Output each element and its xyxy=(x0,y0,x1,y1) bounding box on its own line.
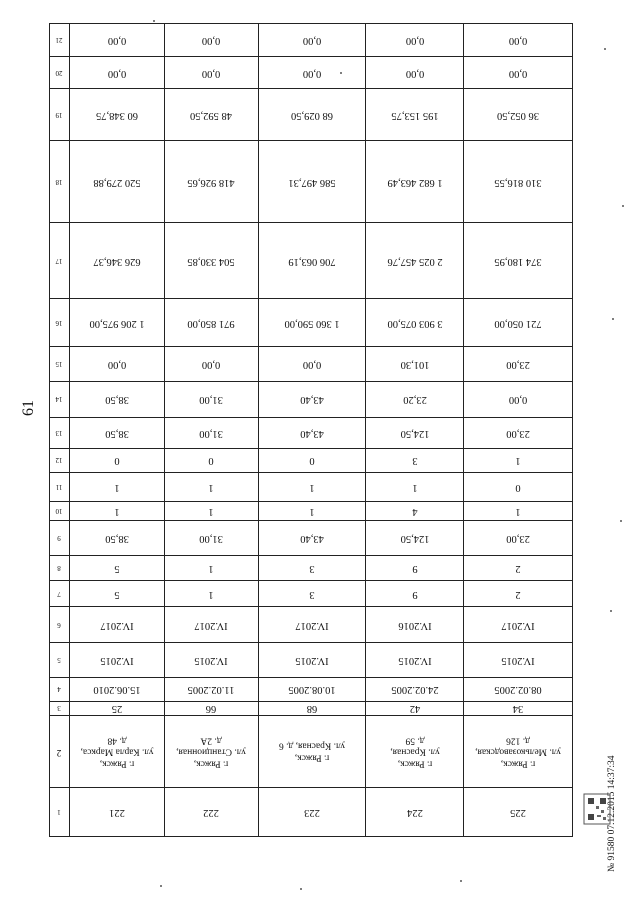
cell-value: 34 xyxy=(512,703,524,715)
cell-value: IV.2017 xyxy=(501,619,535,631)
column-number: 1 xyxy=(57,807,62,816)
registration-barcode-mark xyxy=(582,790,614,830)
table-cell xyxy=(366,678,465,701)
cell-value: IV.2016 xyxy=(397,619,432,631)
cell-value: 0,00 xyxy=(509,394,528,406)
table-row xyxy=(50,716,572,788)
table-cell xyxy=(366,449,465,472)
table-cell xyxy=(259,299,366,346)
cell-value: 0 xyxy=(114,455,120,467)
table-row xyxy=(50,788,572,836)
cell-value: 1 xyxy=(309,482,315,493)
table-cell xyxy=(70,299,165,346)
cell-value: 0 xyxy=(208,455,214,467)
table-row xyxy=(50,702,572,716)
cell-value: 971 850,00 xyxy=(187,317,235,329)
table-cell xyxy=(464,502,572,520)
table-row xyxy=(50,607,572,643)
table-cell xyxy=(464,716,572,787)
table-cell xyxy=(259,607,366,642)
table-cell xyxy=(366,347,465,380)
table-cell xyxy=(464,521,572,554)
table-cell xyxy=(366,418,465,448)
table-cell xyxy=(464,141,572,222)
scan-speck xyxy=(622,205,624,207)
table-cell xyxy=(366,556,465,581)
table-cell xyxy=(366,716,465,787)
table-cell xyxy=(165,382,260,417)
table-cell xyxy=(366,788,465,836)
table-cell xyxy=(70,643,165,676)
table-cell xyxy=(259,24,366,56)
table-cell xyxy=(70,521,165,554)
cell-value: IV.2015 xyxy=(501,655,535,667)
column-number: 6 xyxy=(57,620,62,629)
cell-value: 0,00 xyxy=(107,34,126,46)
table-row xyxy=(50,347,572,381)
table-cell xyxy=(70,788,165,836)
cell-value: 586 497,31 xyxy=(288,176,336,188)
cell-value: 9 xyxy=(411,588,418,600)
cell-value: 0 xyxy=(309,455,315,467)
column-number: 8 xyxy=(57,563,62,572)
table-cell xyxy=(259,643,366,676)
column-number-cell xyxy=(50,473,70,501)
table-row xyxy=(50,223,572,299)
table-cell xyxy=(70,607,165,642)
table-cell xyxy=(70,716,165,787)
cell-value: IV.2015 xyxy=(295,655,329,667)
column-number-cell xyxy=(50,556,70,581)
cell-value: 124,50 xyxy=(400,532,430,544)
cell-value: 1 xyxy=(515,506,521,518)
column-number-cell xyxy=(50,299,70,346)
table-cell xyxy=(165,788,260,836)
table-cell xyxy=(464,788,572,836)
table-cell xyxy=(259,418,366,448)
cell-value: 42 xyxy=(409,703,420,715)
cell-value: IV.2017 xyxy=(295,619,329,631)
cell-value: 3 xyxy=(411,455,418,467)
column-number-cell xyxy=(50,581,70,606)
table-row xyxy=(50,299,572,347)
table-cell xyxy=(259,788,366,836)
column-number: 4 xyxy=(57,685,62,694)
cell-value: 1 xyxy=(208,482,214,493)
cell-value: 11.02.2005 xyxy=(187,684,235,696)
column-number: 3 xyxy=(57,704,62,713)
cell-value: 1 360 590,00 xyxy=(284,317,340,329)
cell-value: 1 xyxy=(208,562,214,574)
cell-value: 38,50 xyxy=(104,532,129,544)
cell-value: 101,30 xyxy=(400,358,430,370)
column-number-cell xyxy=(50,24,70,56)
column-number-cell xyxy=(50,382,70,417)
table-cell xyxy=(366,521,465,554)
cell-value: г. Ряжск, ул. Красная, д. 6 xyxy=(278,741,346,763)
table-cell xyxy=(70,473,165,501)
table-cell xyxy=(70,418,165,448)
column-number: 9 xyxy=(57,533,62,542)
cell-value: 3 903 075,00 xyxy=(387,317,443,329)
column-number: 2 xyxy=(57,747,62,758)
table-cell xyxy=(70,382,165,417)
column-number-cell xyxy=(50,141,70,222)
cell-value: 24.02.2005 xyxy=(390,684,439,696)
cell-value: 31,00 xyxy=(199,394,224,406)
table-cell xyxy=(259,581,366,606)
cell-value: 1 xyxy=(114,506,120,518)
cell-value: 43,40 xyxy=(300,427,324,439)
table-cell xyxy=(165,716,260,787)
column-number: 16 xyxy=(55,318,63,327)
column-number: 15 xyxy=(55,359,63,368)
scan-speck xyxy=(460,880,462,882)
table-cell xyxy=(70,347,165,380)
cell-value: 38,50 xyxy=(104,394,129,406)
table-cell xyxy=(70,449,165,472)
cell-value: 223 xyxy=(304,806,320,818)
cell-value: 0,00 xyxy=(202,358,221,370)
cell-value: 520 279,88 xyxy=(93,176,141,188)
table-cell xyxy=(464,449,572,472)
table-row xyxy=(50,502,572,521)
table-cell xyxy=(259,521,366,554)
table-row xyxy=(50,449,572,473)
cell-value: г. Ряжск, ул. Красная, д. 59 xyxy=(389,735,440,769)
table-cell xyxy=(165,521,260,554)
table-cell xyxy=(464,473,572,501)
table-cell xyxy=(165,473,260,501)
table-cell xyxy=(464,556,572,581)
table-cell xyxy=(464,643,572,676)
cell-value: 0,00 xyxy=(405,34,424,46)
cell-value: 3 xyxy=(309,562,315,574)
cell-value: 0,00 xyxy=(202,67,221,79)
table-cell xyxy=(165,223,260,298)
table-cell xyxy=(259,556,366,581)
cell-value: г. Ряжск, ул. Станционная, д. 2А xyxy=(176,735,247,769)
table-cell xyxy=(165,581,260,606)
table-row xyxy=(50,556,572,582)
cell-value: 0 xyxy=(515,482,521,493)
table-cell xyxy=(70,24,165,56)
table-cell xyxy=(165,556,260,581)
table-cell xyxy=(464,382,572,417)
cell-value: 5 xyxy=(114,588,120,600)
column-number: 18 xyxy=(55,177,63,186)
table-cell xyxy=(366,89,465,140)
table-cell xyxy=(165,449,260,472)
table-cell xyxy=(259,449,366,472)
column-number-cell xyxy=(50,607,70,642)
table-cell xyxy=(70,57,165,89)
cell-value: 1 xyxy=(208,588,214,600)
cell-value: 0,00 xyxy=(302,67,322,79)
table-cell xyxy=(366,473,465,501)
table-cell xyxy=(366,24,465,56)
cell-value: IV.2015 xyxy=(194,655,229,667)
cell-value: IV.2017 xyxy=(194,619,229,631)
table-cell xyxy=(366,502,465,520)
cell-value: 3 xyxy=(309,588,315,600)
cell-value: 25 xyxy=(111,703,122,715)
cell-value: 1 xyxy=(515,455,521,467)
cell-value: 721 050,00 xyxy=(494,317,542,329)
scan-speck xyxy=(160,885,162,887)
cell-value: 2 xyxy=(515,588,521,600)
table-cell xyxy=(259,716,366,787)
page-number: 61 xyxy=(20,400,37,416)
cell-value: 418 926,65 xyxy=(187,176,235,188)
table-cell xyxy=(259,89,366,140)
cell-value: 0,00 xyxy=(302,358,322,370)
table-cell xyxy=(366,382,465,417)
cell-value: 0,00 xyxy=(405,67,424,79)
table-cell xyxy=(165,678,260,701)
cell-value: 1 xyxy=(208,506,214,518)
cell-value: 2 025 457,76 xyxy=(387,255,443,267)
column-number: 17 xyxy=(55,256,63,265)
cell-value: г. Ряжск, ул. Мелькозаводская, д. 126 xyxy=(475,735,562,769)
scan-speck xyxy=(340,72,342,74)
footer-registration-stamp: № 91580 07.12.2015 14:37:34 xyxy=(607,755,617,872)
column-number: 13 xyxy=(55,428,63,437)
cell-value: 310 816,55 xyxy=(494,176,542,188)
table-cell xyxy=(259,678,366,701)
column-number: 12 xyxy=(55,456,63,465)
table-cell xyxy=(165,347,260,380)
cell-value: 60 348,75 xyxy=(95,109,138,121)
table-cell xyxy=(165,57,260,89)
table-cell xyxy=(464,24,572,56)
table-cell xyxy=(464,678,572,701)
table-cell xyxy=(366,57,465,89)
cell-value: 66 xyxy=(206,703,217,715)
cell-value: 626 346,37 xyxy=(93,255,141,267)
table-cell xyxy=(165,89,260,140)
cell-value: IV.2015 xyxy=(397,655,432,667)
table-cell xyxy=(464,418,572,448)
table-cell xyxy=(464,57,572,89)
column-number-cell xyxy=(50,347,70,380)
column-number: 11 xyxy=(56,483,63,491)
table-row xyxy=(50,418,572,449)
column-number: 19 xyxy=(55,110,63,119)
column-number-cell xyxy=(50,418,70,448)
column-number-cell xyxy=(50,449,70,472)
cell-value: 23,20 xyxy=(402,394,427,406)
table-cell xyxy=(366,643,465,676)
scan-speck xyxy=(620,520,622,522)
table-cell xyxy=(165,607,260,642)
column-number-cell xyxy=(50,716,70,787)
table-row xyxy=(50,473,572,502)
table-row xyxy=(50,521,572,555)
column-number-cell xyxy=(50,643,70,676)
table-row xyxy=(50,24,572,57)
scan-speck xyxy=(612,318,614,320)
cell-value: 38,50 xyxy=(104,427,129,439)
table-row xyxy=(50,643,572,677)
cell-value: 31,00 xyxy=(199,427,224,439)
cell-value: 1 xyxy=(411,482,418,493)
table-cell xyxy=(464,223,572,298)
cell-value: 68 029,50 xyxy=(291,109,333,121)
cell-value: 124,50 xyxy=(400,427,430,439)
table-row xyxy=(50,581,572,607)
scan-speck xyxy=(610,610,612,612)
table-cell xyxy=(366,607,465,642)
table-cell xyxy=(165,24,260,56)
cell-value: 1 xyxy=(309,506,315,518)
table-cell xyxy=(70,702,165,715)
table-cell xyxy=(259,57,366,89)
cell-value: 706 063,19 xyxy=(288,255,336,267)
cell-value: 48 592,50 xyxy=(190,109,233,121)
table-cell xyxy=(464,299,572,346)
column-number-cell xyxy=(50,502,70,520)
cell-value: 2 xyxy=(515,562,521,574)
table-cell xyxy=(165,418,260,448)
column-number: 20 xyxy=(55,68,63,77)
column-number: 10 xyxy=(55,507,63,516)
cell-value: IV.2015 xyxy=(100,655,134,667)
column-number: 7 xyxy=(57,589,62,598)
table-cell xyxy=(259,473,366,501)
table-cell xyxy=(165,502,260,520)
cell-value: 0,00 xyxy=(202,34,221,46)
cell-value: г. Ряжск, ул. Карла Маркса, д. 48 xyxy=(80,735,154,769)
column-number-cell xyxy=(50,223,70,298)
table-row xyxy=(50,141,572,223)
table-row xyxy=(50,57,572,90)
cell-value: 222 xyxy=(203,806,220,818)
table-cell xyxy=(366,581,465,606)
cell-value: 225 xyxy=(510,806,527,818)
table-cell xyxy=(464,347,572,380)
scan-speck xyxy=(604,48,606,50)
column-number-cell xyxy=(50,57,70,89)
table-cell xyxy=(70,556,165,581)
cell-value: 9 xyxy=(411,562,418,574)
scan-speck xyxy=(300,888,302,890)
cell-value: 36 052,50 xyxy=(497,109,540,121)
cell-value: 5 xyxy=(114,562,120,574)
cell-value: 23,00 xyxy=(506,358,531,370)
cell-value: 0,00 xyxy=(509,67,528,79)
cell-value: 15.06.2010 xyxy=(93,684,141,696)
table-cell xyxy=(464,89,572,140)
table-cell xyxy=(70,581,165,606)
cell-value: 68 xyxy=(306,703,318,715)
table-cell xyxy=(366,299,465,346)
cell-value: 43,40 xyxy=(300,394,324,406)
column-number-cell xyxy=(50,788,70,836)
cell-value: 0,00 xyxy=(107,358,126,370)
cell-value: 10.08.2005 xyxy=(288,684,336,696)
table-cell xyxy=(464,607,572,642)
table-row xyxy=(50,382,572,418)
table-cell xyxy=(70,223,165,298)
cell-value: 0,00 xyxy=(302,34,322,46)
column-number-cell xyxy=(50,702,70,715)
table-cell xyxy=(70,141,165,222)
table-cell xyxy=(366,141,465,222)
table-cell xyxy=(70,89,165,140)
table-cell xyxy=(259,223,366,298)
table-cell xyxy=(366,223,465,298)
table-cell xyxy=(70,678,165,701)
table-cell xyxy=(259,502,366,520)
cell-value: 23,00 xyxy=(506,427,531,439)
column-number-cell xyxy=(50,678,70,701)
scan-speck xyxy=(153,20,155,22)
column-number: 5 xyxy=(57,656,62,665)
column-number: 14 xyxy=(55,395,63,404)
column-number-cell xyxy=(50,89,70,140)
table-cell xyxy=(464,702,572,715)
cell-value: 1 682 463,49 xyxy=(387,176,443,188)
cell-value: IV.2017 xyxy=(100,619,134,631)
cell-value: 43,40 xyxy=(300,532,324,544)
table-row xyxy=(50,89,572,141)
table-cell xyxy=(165,643,260,676)
cell-value: 23,00 xyxy=(506,532,531,544)
column-number: 21 xyxy=(55,35,63,44)
table-cell xyxy=(259,347,366,380)
cell-value: 1 206 975,00 xyxy=(89,317,145,329)
cell-value: 224 xyxy=(406,806,423,818)
table-cell xyxy=(70,502,165,520)
table-cell xyxy=(366,702,465,715)
table-cell xyxy=(165,299,260,346)
cell-value: 504 330,85 xyxy=(187,255,235,267)
cell-value: 195 153,75 xyxy=(390,109,439,121)
cell-value: 0,00 xyxy=(107,67,126,79)
rotated-data-table xyxy=(49,23,573,837)
cell-value: 374 180,95 xyxy=(494,255,542,267)
table-cell xyxy=(165,141,260,222)
cell-value: 08.02.2005 xyxy=(494,684,542,696)
column-number-cell xyxy=(50,521,70,554)
cell-value: 31,00 xyxy=(199,532,224,544)
table-row xyxy=(50,678,572,702)
table-cell xyxy=(259,141,366,222)
table-cell xyxy=(464,581,572,606)
cell-value: 221 xyxy=(108,806,125,818)
table-cell xyxy=(259,382,366,417)
table-cell xyxy=(165,702,260,715)
table-cell xyxy=(259,702,366,715)
cell-value: 0,00 xyxy=(509,34,528,46)
cell-value: 1 xyxy=(114,482,120,493)
cell-value: 4 xyxy=(411,506,418,518)
